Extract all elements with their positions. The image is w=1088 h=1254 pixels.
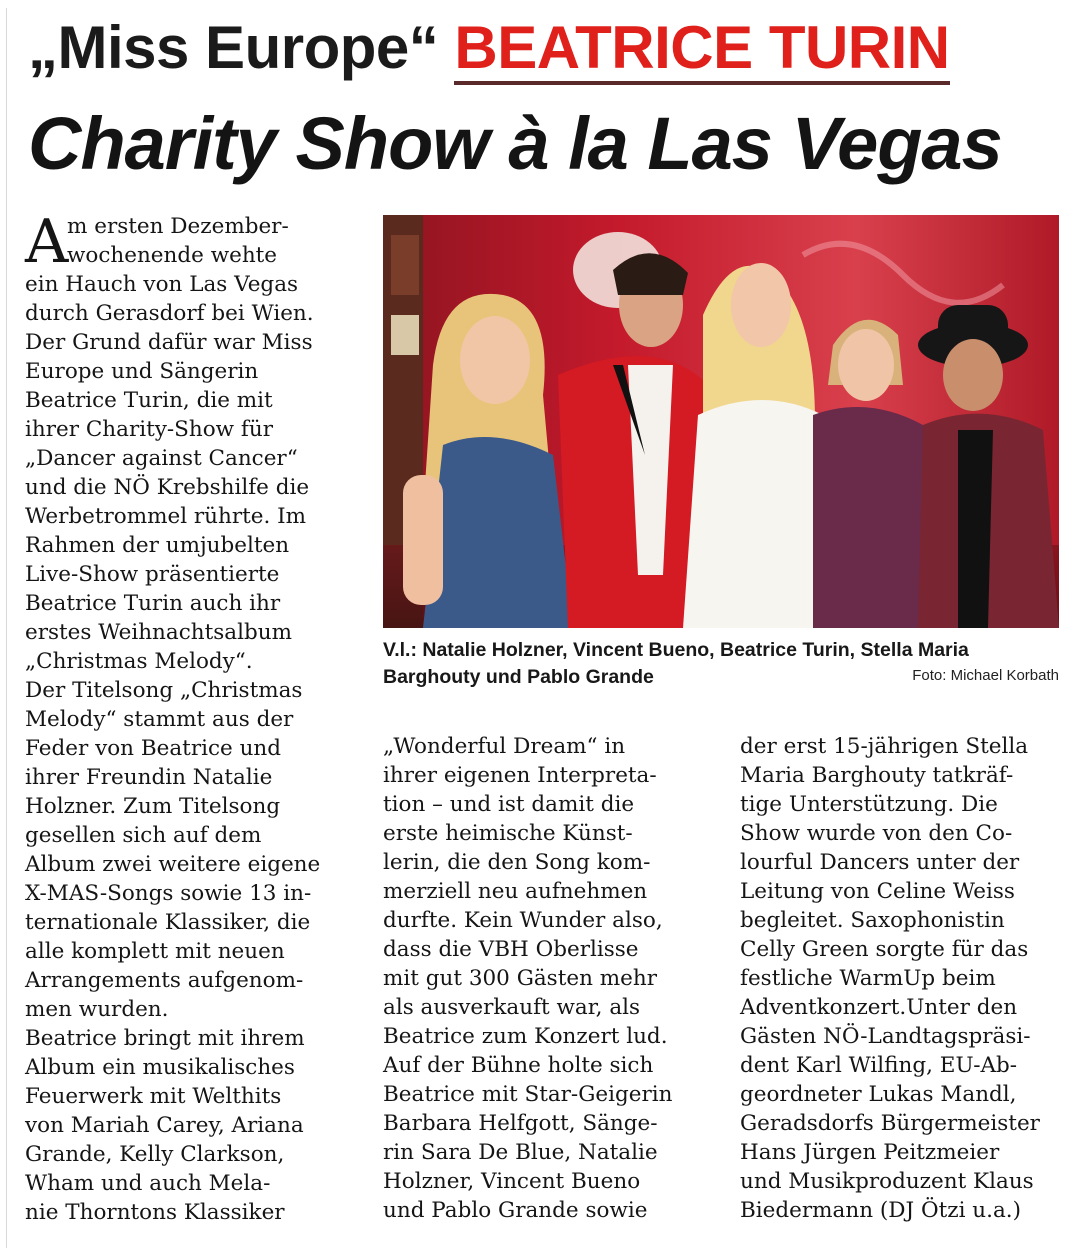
article-line: Feder von Beatrice und (25, 736, 282, 761)
article-line: alle komplett mit neuen (25, 939, 285, 964)
drop-cap: A (25, 207, 69, 277)
article-line: Holzner. Zum Titelsong (25, 794, 281, 819)
article-line: Beatrice Turin auch ihr (25, 591, 281, 616)
article-line: Grande, Kelly Clarkson, (25, 1142, 285, 1167)
article-line: Leitung von Celine Weiss (740, 879, 1015, 904)
article-line: und die NÖ Krebshilfe die (25, 475, 310, 500)
article-line: Album ein musikalisches (25, 1055, 295, 1080)
article-line: ihrer Freundin Natalie (25, 765, 273, 790)
article-line: ihrer eigenen Interpreta- (383, 763, 657, 788)
article-line: ihrer Charity-Show für (25, 417, 273, 442)
article-line: Wham und auch Mela- (25, 1171, 271, 1196)
photo-credit: Foto: Michael Korbath (912, 667, 1059, 684)
article-line: Der Titelsong „Christmas (25, 678, 303, 703)
article-line: men wurden. (25, 997, 169, 1022)
article-line: m ersten Dezember- (67, 214, 289, 239)
article-line: X-MAS-Songs sowie 13 in- (25, 881, 312, 906)
article-line: Album zwei weitere eigene (25, 852, 321, 877)
article-line: Biedermann (DJ Ötzi u.a.) (740, 1198, 1022, 1223)
article-line: gesellen sich auf dem (25, 823, 262, 848)
article-line: durch Gerasdorf bei Wien. (25, 301, 314, 326)
article-line: begleitet. Saxophonistin (740, 908, 1005, 933)
article-line: Geradsdorfs Bürgermeister (740, 1111, 1040, 1136)
article-line: Maria Barghouty tatkräf- (740, 763, 1014, 788)
article-line: Der Grund dafür war Miss (25, 330, 313, 355)
article-line: als ausverkauft war, als (383, 995, 641, 1020)
article-line: Gästen NÖ-Landtagspräsi- (740, 1024, 1031, 1049)
article-line: Melody“ stammt aus der (25, 707, 294, 732)
article-line: Show wurde von den Co- (740, 821, 1013, 846)
article-line: mit gut 300 Gästen mehr (383, 966, 657, 991)
article-line: lerin, die den Song kom- (383, 850, 651, 875)
article-column-1 (25, 207, 355, 1227)
article-line: Holzner, Vincent Bueno (383, 1169, 641, 1194)
group-photo-illustration (383, 215, 1059, 628)
article-line: wochenende wehte (67, 243, 278, 268)
article-line: tion – und ist damit die (383, 792, 635, 817)
article-line: „Christmas Melody“. (25, 649, 253, 674)
article-line: rin Sara De Blue, Natalie (383, 1140, 658, 1165)
article-column-2 (383, 732, 713, 1225)
article-line: „Dancer against Cancer“ (25, 446, 298, 471)
article-line: Barbara Helfgott, Sänge- (383, 1111, 658, 1136)
article-line: lourful Dancers unter der (740, 850, 1020, 875)
article-line: von Mariah Carey, Ariana (25, 1113, 304, 1138)
headline-top (28, 12, 950, 84)
article-line: Beatrice mit Star-Geigerin (383, 1082, 673, 1107)
article-line: Arrangements aufgenom- (25, 968, 304, 993)
article-line: Beatrice zum Konzert lud. (383, 1024, 668, 1049)
article-line: merziell neu aufnehmen (383, 879, 648, 904)
photo-caption-line-1: V.l.: Natalie Holzner, Vincent Bueno, Beatrice Turin, Stella Maria (383, 639, 969, 661)
article-line: geordneter Lukas Mandl, (740, 1082, 1017, 1107)
group-photo (383, 215, 1059, 628)
article-line: festliche WarmUp beim (740, 966, 996, 991)
headline-title: Charity Show à la Las Vegas (28, 102, 1002, 185)
article-line: ein Hauch von Las Vegas (25, 272, 299, 297)
headline-prefix: „Miss Europe“ (28, 14, 439, 81)
article-line: Rahmen der umjubelten (25, 533, 290, 558)
headline-name: BEATRICE TURIN (454, 14, 949, 85)
article-line: und Pablo Grande sowie (383, 1198, 648, 1223)
article-line: Celly Green sorgte für das (740, 937, 1029, 962)
page-edge-rule (6, 8, 7, 1248)
article-line: Beatrice Turin, die mit (25, 388, 273, 413)
article-line: durfte. Kein Wunder also, (383, 908, 663, 933)
article-line: Hans Jürgen Peitzmeier (740, 1140, 1000, 1165)
photo-caption-line-2: Barghouty und Pablo Grande (383, 666, 654, 688)
article-line: „Wonderful Dream“ in (383, 734, 626, 759)
article-line: Beatrice bringt mit ihrem (25, 1026, 305, 1051)
article-line: Adventkonzert.Unter den (740, 995, 1018, 1020)
article-line: und Musikproduzent Klaus (740, 1169, 1034, 1194)
article-column-3 (740, 732, 1070, 1225)
article-line: Werbetrommel rührte. Im (25, 504, 307, 529)
article-line: Auf der Bühne holte sich (383, 1053, 654, 1078)
article-line: nie Thorntons Klassiker (25, 1200, 285, 1225)
article-line: der erst 15-jährigen Stella (740, 734, 1029, 759)
article-line: ternationale Klassiker, die (25, 910, 311, 935)
article-line: Live-Show präsentierte (25, 562, 280, 587)
article-line: dass die VBH Oberlisse (383, 937, 639, 962)
article-line: dent Karl Wilfing, EU-Ab- (740, 1053, 1018, 1078)
article-line: erstes Weihnachtsalbum (25, 620, 292, 645)
article-line: Europe und Sängerin (25, 359, 259, 384)
article-line: tige Unterstützung. Die (740, 792, 998, 817)
article-line: erste heimische Künst- (383, 821, 633, 846)
article-line: Feuerwerk mit Welthits (25, 1084, 282, 1109)
